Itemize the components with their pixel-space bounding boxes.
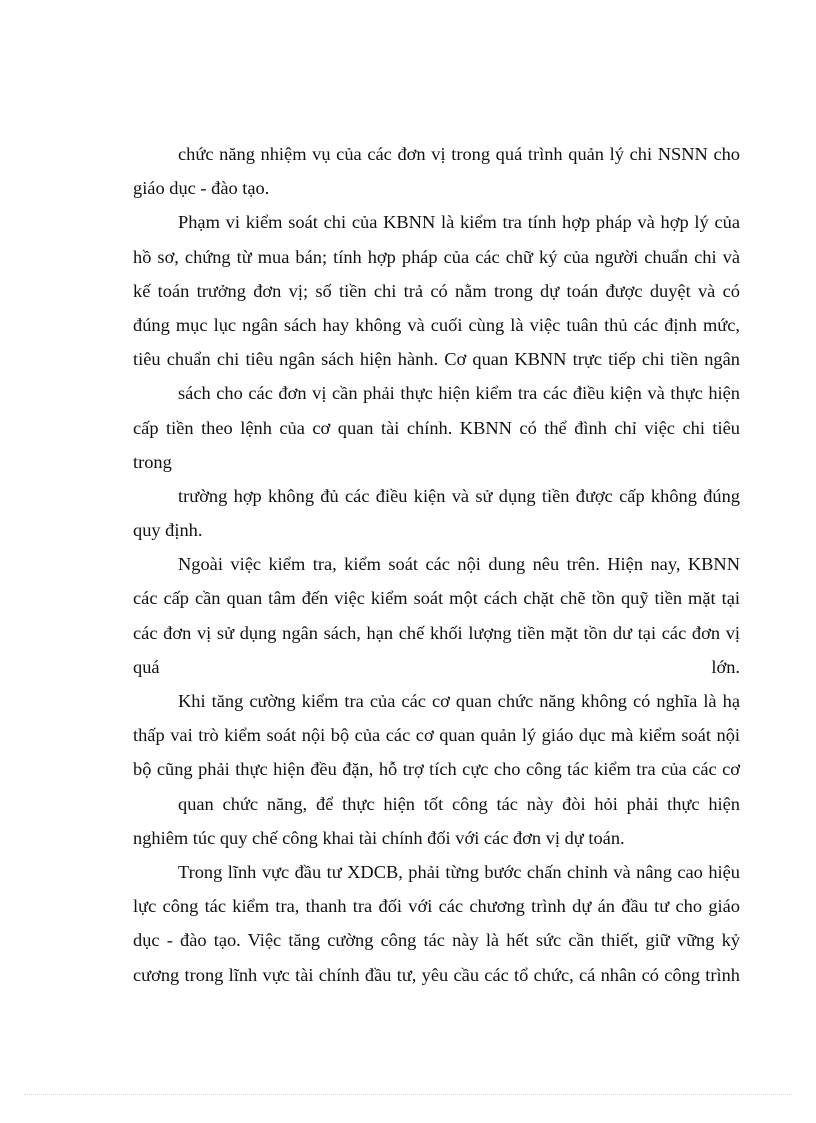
text-line: chức năng nhiệm vụ của các đơn vị trong quá trình quản lý chi NSNN cho (178, 144, 740, 164)
spread-text-line (133, 650, 740, 684)
text-line: trong (133, 451, 172, 472)
text-line: Khi tăng cường kiểm tra của các cơ quan chức năng không có nghĩa là hạ (178, 691, 740, 711)
text-line: trường hợp không đủ các điều kiện và sử dụng tiền được cấp không đúng (178, 485, 740, 506)
text-line: lực công tác kiểm tra, thanh tra đối với các chương trình dự án đầu tư cho giáo (133, 896, 740, 917)
page-bottom-divider (24, 1094, 792, 1095)
text-line: kế toán trưởng đơn vị; số tiền chi trả có nằm trong dự toán được duyệt và có (133, 280, 740, 301)
text-line: các đơn vị sử dụng ngân sách, hạn chế khối lượng tiền mặt tồn dư tại các đơn vị (133, 622, 740, 643)
text-line: giáo dục - đào tạo. (133, 178, 270, 199)
text-line: Phạm vi kiểm soát chi của KBNN là kiểm tra tính hợp pháp và hợp lý của (178, 212, 740, 233)
text-line: quy định. (133, 520, 203, 541)
text-line: thấp vai trò kiểm soát nội bộ của các cơ quan quản lý giáo dục mà kiểm soát nội (133, 725, 740, 746)
text-line: sách cho các đơn vị cần phải thực hiện kiểm tra các điều kiện và thực hiện (178, 383, 740, 404)
text-line: nghiêm túc quy chế công khai tài chính đối với các đơn vị dự toán. (133, 827, 625, 848)
text-line: bộ cũng phải thực hiện đều đặn, hỗ trợ tích cực cho công tác kiểm tra của các cơ (133, 759, 740, 780)
body-text (133, 137, 740, 992)
text-line: đúng mục lục ngân sách hay không và cuối cùng là việc tuân thủ các định mức, (133, 314, 740, 335)
text-line: hồ sơ, chứng từ mua bán; tính hợp pháp của các chữ ký của người chuẩn chi và (133, 246, 740, 267)
text-line: dục - đào tạo. Việc tăng cường công tác này là hết sức cần thiết, giữ vững kỷ (133, 930, 740, 951)
spread-line-left: quá (133, 656, 160, 677)
text-line: tiêu chuẩn chi tiêu ngân sách hiện hành. Cơ quan KBNN trực tiếp chi tiền ngân (133, 349, 740, 370)
text-line: cấp tiền theo lệnh của cơ quan tài chính. KBNN có thể đình chỉ việc chi tiêu (133, 417, 740, 438)
text-line: quan chức năng, để thực hiện tốt công tác này đòi hỏi phải thực hiện (178, 793, 740, 814)
text-line: Trong lĩnh vực đầu tư XDCB, phải từng bước chấn chỉnh và nâng cao hiệu (178, 861, 740, 882)
text-line: các cấp cần quan tâm đến việc kiểm soát một cách chặt chẽ tồn quỹ tiền mặt tại (133, 588, 740, 609)
spread-line-right: lớn. (711, 656, 740, 677)
text-line: Ngoài việc kiểm tra, kiểm soát các nội dung nêu trên. Hiện nay, KBNN (178, 554, 740, 575)
text-line: cương trong lĩnh vực tài chính đầu tư, yêu cầu các tổ chức, cá nhân có công trình (133, 964, 740, 985)
